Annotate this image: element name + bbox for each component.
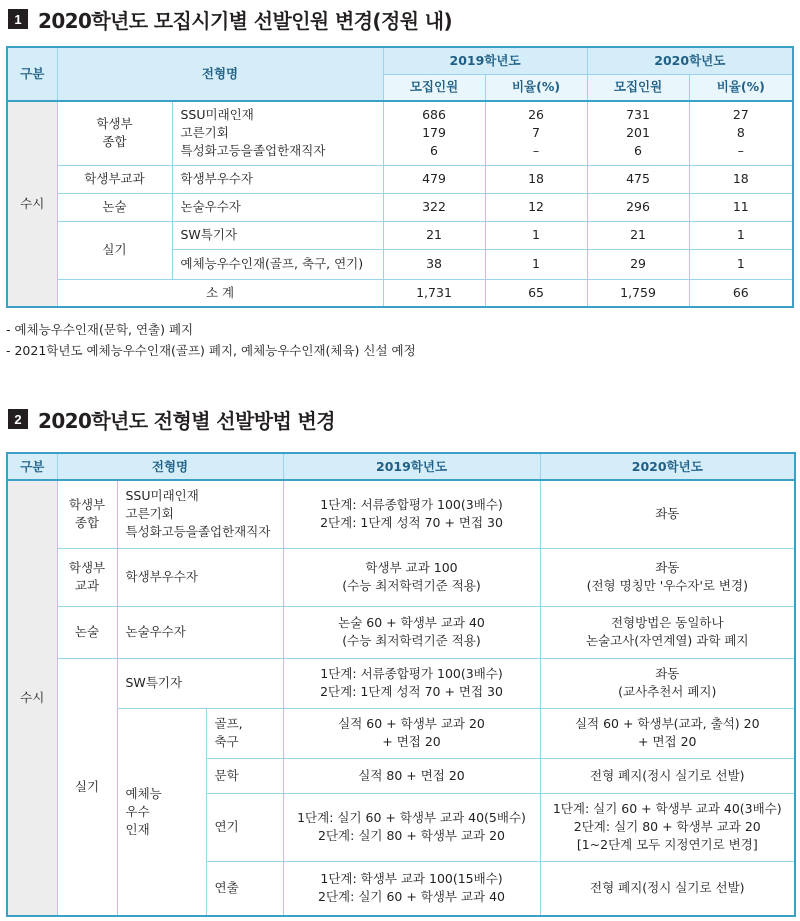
ratio-2019: 12: [485, 193, 587, 221]
header-ratio-2019: 비율(%): [485, 74, 587, 101]
ratio-2020: 18: [689, 165, 793, 193]
quota-table: [6, 46, 794, 308]
admission-name: 골프, 축구: [206, 708, 283, 758]
header-2020: 2020학년도: [587, 47, 793, 74]
quota-2020: 296: [587, 193, 689, 221]
method-2020: 1단계: 실기 60 + 학생부 교과 40(3배수) 2단계: 실기 80 + 학생부 교과 20 [1~2단계 모두 지정연기로 변경]: [540, 793, 795, 861]
header-ratio-2020: 비율(%): [689, 74, 793, 101]
method-table: [6, 452, 796, 917]
method-2020: 좌동 (전형 명칭만 '우수자'로 변경): [540, 548, 795, 606]
admission-name: 연출: [206, 861, 283, 916]
total-quota-2019: 1,731: [383, 279, 485, 307]
header-2019: 2019학년도: [383, 47, 587, 74]
group-comprehensive: 학생부 종합: [57, 480, 117, 548]
quota-2019: 479: [383, 165, 485, 193]
ratio-2020: 1: [689, 249, 793, 279]
table-row: [7, 221, 793, 249]
note: - 예체능우수인재(문학, 연출) 폐지: [6, 322, 194, 337]
admission-name: 연기: [206, 793, 283, 861]
section2-heading: 2020학년도 전형별 선발방법 변경: [38, 408, 335, 433]
table-row: [7, 165, 793, 193]
ratio-2020: 1: [689, 221, 793, 249]
method-2019: 1단계: 서류종합평가 100(3배수) 2단계: 1단계 성적 70 + 면접 30: [283, 480, 540, 548]
total-ratio-2020: 66: [689, 279, 793, 307]
header-2019: 2019학년도: [283, 453, 540, 480]
header-category: 구분: [7, 453, 57, 480]
method-2019: 1단계: 학생부 교과 100(15배수) 2단계: 실기 60 + 학생부 교과 40: [283, 861, 540, 916]
method-2020: 전형 폐지(정시 실기로 선발): [540, 861, 795, 916]
total-label: 소 계: [57, 279, 383, 307]
quota-2020: 29: [587, 249, 689, 279]
total-quota-2020: 1,759: [587, 279, 689, 307]
group-practical: 실기: [57, 221, 172, 279]
group-subject: 학생부 교과: [57, 548, 117, 606]
quota-2019: 322: [383, 193, 485, 221]
header-quota-2019: 모집인원: [383, 74, 485, 101]
table-row: [7, 193, 793, 221]
ratio-2019: 1: [485, 221, 587, 249]
note: - 2021학년도 예체능우수인재(골프) 폐지, 예체능우수인재(체육) 신설 예정: [6, 343, 416, 358]
quota-2020: 21: [587, 221, 689, 249]
method-2020: 전형 폐지(정시 실기로 선발): [540, 758, 795, 793]
quota-2019: 686 179 6: [383, 101, 485, 165]
section1-title: [8, 5, 452, 33]
method-2020: 전형방법은 동일하나 논술고사(자연계열) 과학 폐지: [540, 606, 795, 658]
method-2020: 좌동 (교사추천서 폐지): [540, 658, 795, 708]
group-subject: 학생부교과: [57, 165, 172, 193]
header-2020: 2020학년도: [540, 453, 795, 480]
total-row: [7, 279, 793, 307]
method-2019: 1단계: 서류종합평가 100(3배수) 2단계: 1단계 성적 70 + 면접 30: [283, 658, 540, 708]
method-2019: 실적 80 + 면접 20: [283, 758, 540, 793]
admission-name: 문학: [206, 758, 283, 793]
admission-name: SSU미래인재 고른기회 특성화고등을졸업한재직자: [117, 480, 283, 548]
section2-title: [8, 405, 335, 433]
method-2020: 좌동: [540, 480, 795, 548]
method-2019: 실적 60 + 학생부 교과 20 + 면접 20: [283, 708, 540, 758]
period-cell: 수시: [7, 101, 57, 307]
ratio-2019: 26 7 –: [485, 101, 587, 165]
table-row: [7, 480, 795, 548]
header-quota-2020: 모집인원: [587, 74, 689, 101]
period-cell: 수시: [7, 480, 57, 916]
admission-name: 학생부우수자: [117, 548, 283, 606]
admission-name: SW특기자: [117, 658, 283, 708]
section1-number: 1: [8, 9, 28, 29]
total-ratio-2019: 65: [485, 279, 587, 307]
ratio-2019: 1: [485, 249, 587, 279]
quota-2020: 475: [587, 165, 689, 193]
header-admission: 전형명: [57, 453, 283, 480]
group-practical: 실기: [57, 658, 117, 916]
admission-names: SSU미래인재 고른기회 특성화고등을졸업한재직자: [172, 101, 383, 165]
header-admission: 전형명: [57, 47, 383, 101]
table-row: [7, 708, 795, 758]
admission-name: 학생부우수자: [172, 165, 383, 193]
section1-heading: 2020학년도 모집시기별 선발인원 변경(정원 내): [38, 8, 453, 33]
method-2019: 논술 60 + 학생부 교과 40 (수능 최저학력기준 적용): [283, 606, 540, 658]
section2-number: 2: [8, 409, 28, 429]
quota-2020: 731 201 6: [587, 101, 689, 165]
table-row: [7, 548, 795, 606]
header-category: 구분: [7, 47, 57, 101]
group-arts: 예체능 우수 인재: [117, 708, 206, 916]
method-2020: 실적 60 + 학생부(교과, 출석) 20 + 면접 20: [540, 708, 795, 758]
admission-name: 논술우수자: [172, 193, 383, 221]
method-2019: 학생부 교과 100 (수능 최저학력기준 적용): [283, 548, 540, 606]
group-comprehensive: 학생부 종합: [57, 101, 172, 165]
quota-2019: 21: [383, 221, 485, 249]
table-row: [7, 606, 795, 658]
table-row: [7, 658, 795, 708]
ratio-2019: 18: [485, 165, 587, 193]
table-row: [7, 101, 793, 165]
admission-name: 논술우수자: [117, 606, 283, 658]
admission-name: 예체능우수인재(골프, 축구, 연기): [172, 249, 383, 279]
ratio-2020: 11: [689, 193, 793, 221]
method-2019: 1단계: 실기 60 + 학생부 교과 40(5배수) 2단계: 실기 80 + 학생부 교과 20: [283, 793, 540, 861]
ratio-2020: 27 8 –: [689, 101, 793, 165]
group-essay: 논술: [57, 606, 117, 658]
admission-name: SW특기자: [172, 221, 383, 249]
group-essay: 논술: [57, 193, 172, 221]
quota-2019: 38: [383, 249, 485, 279]
